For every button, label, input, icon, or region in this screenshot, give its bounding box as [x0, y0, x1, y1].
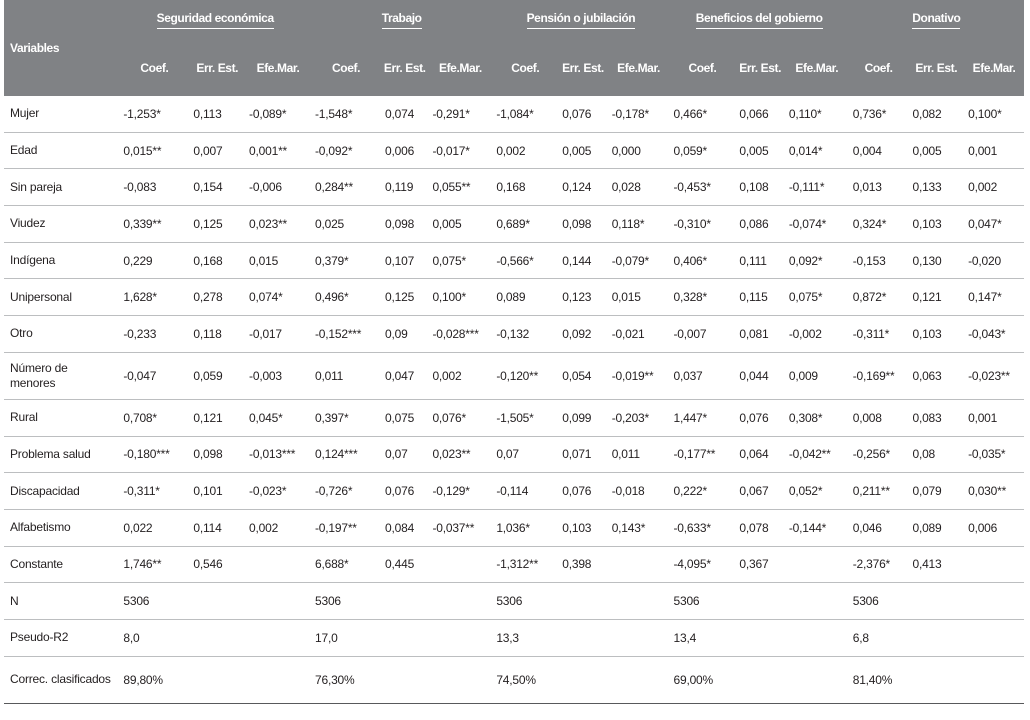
subheader-cell: Efe.Mar.: [245, 40, 311, 96]
table-cell: 0,076: [381, 473, 428, 510]
table-cell: -0,132: [492, 316, 558, 353]
table-cell: 0,076: [735, 399, 784, 436]
table-cell: 0,025: [311, 206, 381, 243]
table-cell: -0,129*: [428, 473, 492, 510]
table-cell: -1,084*: [492, 96, 558, 132]
table-cell: 0,002: [964, 169, 1024, 206]
table-cell: 0,100*: [428, 279, 492, 316]
table-cell: 1,746**: [119, 546, 189, 583]
table-cell: -0,177**: [670, 436, 736, 473]
table-cell: -0,042**: [785, 436, 849, 473]
table-cell: -0,144*: [785, 509, 849, 546]
subheader-cell: Coef.: [670, 40, 736, 96]
table-cell: -0,256*: [849, 436, 909, 473]
table-cell: 0,379*: [311, 242, 381, 279]
table-cell: 0,124***: [311, 436, 381, 473]
header-sub-row: [4, 40, 1024, 96]
table-cell: 0,059*: [670, 132, 736, 169]
row-label: Viudez: [4, 206, 119, 243]
table-cell: 0,103: [558, 509, 607, 546]
table-cell: -0,311*: [849, 316, 909, 353]
table-cell: 0,089: [492, 279, 558, 316]
subheader-cell: Coef.: [849, 40, 909, 96]
table-cell: -0,169**: [849, 352, 909, 399]
table-cell: 0,367: [735, 546, 784, 583]
table-cell: [558, 619, 607, 656]
table-cell: 0,099: [558, 399, 607, 436]
table-row: [4, 242, 1024, 279]
subheader-cell: Coef.: [119, 40, 189, 96]
table-cell: 0,000: [608, 132, 670, 169]
table-cell: 1,447*: [670, 399, 736, 436]
table-cell: [428, 656, 492, 703]
table-cell: 0,168: [189, 242, 245, 279]
table-cell: 0,059: [189, 352, 245, 399]
table-cell: [381, 656, 428, 703]
table-cell: -0,037**: [428, 509, 492, 546]
table-cell: 0,098: [381, 206, 428, 243]
subheader-cell: Err. Est.: [908, 40, 964, 96]
table-cell: 0,328*: [670, 279, 736, 316]
table-cell: -0,020: [964, 242, 1024, 279]
table-cell: 0,071: [558, 436, 607, 473]
table-cell: -0,311*: [119, 473, 189, 510]
table-cell: 81,40%: [849, 656, 909, 703]
table-cell: 0,083: [908, 399, 964, 436]
table-cell: 0,211**: [849, 473, 909, 510]
table-cell: 0,089: [908, 509, 964, 546]
table-cell: 5306: [492, 583, 558, 620]
table-cell: -0,083: [119, 169, 189, 206]
table-cell: 76,30%: [311, 656, 381, 703]
table-cell: 0,118: [189, 316, 245, 353]
table-row: [4, 132, 1024, 169]
subheader-cell: Efe.Mar.: [608, 40, 670, 96]
table-cell: 0,119: [381, 169, 428, 206]
table-cell: 0,078: [735, 509, 784, 546]
table-cell: [735, 619, 784, 656]
table-cell: 0,092: [558, 316, 607, 353]
table-cell: 0,143*: [608, 509, 670, 546]
subheader-cell: Coef.: [492, 40, 558, 96]
table-cell: 0,339**: [119, 206, 189, 243]
row-label: Pseudo-R2: [4, 619, 119, 656]
group-header-beneficios: Beneficios del gobierno: [670, 0, 849, 40]
subheader-cell: Err. Est.: [381, 40, 428, 96]
table-cell: -1,548*: [311, 96, 381, 132]
group-header-trabajo: Trabajo: [311, 0, 492, 40]
table-cell: 0,002: [492, 132, 558, 169]
table-cell: 0,121: [189, 399, 245, 436]
row-label: Mujer: [4, 96, 119, 132]
table-cell: [245, 583, 311, 620]
table-cell: -4,095*: [670, 546, 736, 583]
table-cell: 0,107: [381, 242, 428, 279]
table-cell: 0,103: [908, 206, 964, 243]
table-cell: 0,154: [189, 169, 245, 206]
table-cell: 0,074*: [245, 279, 311, 316]
table-cell: -0,035*: [964, 436, 1024, 473]
table-cell: 5306: [849, 583, 909, 620]
header-group-row: [4, 0, 1024, 40]
table-cell: 0,168: [492, 169, 558, 206]
table-cell: 0,002: [428, 352, 492, 399]
table-cell: 0,108: [735, 169, 784, 206]
table-cell: [189, 619, 245, 656]
table-cell: -0,726*: [311, 473, 381, 510]
table-cell: 0,047*: [964, 206, 1024, 243]
table-row: [4, 399, 1024, 436]
table-cell: [608, 546, 670, 583]
table-cell: 0,023**: [428, 436, 492, 473]
table-cell: -0,111*: [785, 169, 849, 206]
table-cell: -0,310*: [670, 206, 736, 243]
table-cell: -0,120**: [492, 352, 558, 399]
table-cell: 0,052*: [785, 473, 849, 510]
table-cell: 0,054: [558, 352, 607, 399]
table-cell: 0,013: [849, 169, 909, 206]
table-cell: 0,014*: [785, 132, 849, 169]
table-cell: 0,406*: [670, 242, 736, 279]
row-label: N: [4, 583, 119, 620]
table-cell: -0,002: [785, 316, 849, 353]
table-row: [4, 352, 1024, 399]
table-cell: -0,453*: [670, 169, 736, 206]
table-cell: -0,092*: [311, 132, 381, 169]
row-label: Edad: [4, 132, 119, 169]
table-cell: [908, 656, 964, 703]
table-cell: 0,081: [735, 316, 784, 353]
table-cell: 0,015: [608, 279, 670, 316]
table-row: [4, 546, 1024, 583]
table-cell: 0,075: [381, 399, 428, 436]
table-cell: -0,074*: [785, 206, 849, 243]
table-cell: -1,505*: [492, 399, 558, 436]
table-cell: 0,044: [735, 352, 784, 399]
subheader-cell: Coef.: [311, 40, 381, 96]
table-cell: 0,064: [735, 436, 784, 473]
table-cell: [428, 583, 492, 620]
table-cell: [428, 546, 492, 583]
table-cell: [608, 656, 670, 703]
table-cell: 0,008: [849, 399, 909, 436]
group-header-pension: Pensión o jubilación: [492, 0, 669, 40]
table-cell: 0,066: [735, 96, 784, 132]
table-cell: 0,028: [608, 169, 670, 206]
table-row: [4, 656, 1024, 703]
table-cell: 0,074: [381, 96, 428, 132]
table-cell: [964, 583, 1024, 620]
table-cell: 13,3: [492, 619, 558, 656]
table-cell: 0,100*: [964, 96, 1024, 132]
table-cell: [735, 583, 784, 620]
row-label: Constante: [4, 546, 119, 583]
table-cell: 6,688*: [311, 546, 381, 583]
table-cell: 0,006: [964, 509, 1024, 546]
table-cell: 0,011: [608, 436, 670, 473]
table-cell: [608, 619, 670, 656]
table-cell: [381, 583, 428, 620]
table-cell: [785, 583, 849, 620]
table-cell: 69,00%: [670, 656, 736, 703]
table-cell: -1,312**: [492, 546, 558, 583]
table-cell: 0,015: [245, 242, 311, 279]
table-cell: -0,566*: [492, 242, 558, 279]
table-cell: -0,021: [608, 316, 670, 353]
table-cell: 0,07: [492, 436, 558, 473]
table-cell: [608, 583, 670, 620]
table-row: [4, 473, 1024, 510]
table-cell: [558, 656, 607, 703]
table-cell: 0,005: [558, 132, 607, 169]
table-cell: 0,092*: [785, 242, 849, 279]
table-cell: 0,002: [245, 509, 311, 546]
table-cell: 0,708*: [119, 399, 189, 436]
table-cell: 0,022: [119, 509, 189, 546]
table-cell: 0,001: [964, 399, 1024, 436]
table-cell: 6,8: [849, 619, 909, 656]
table-cell: 0,001: [964, 132, 1024, 169]
table-row: [4, 279, 1024, 316]
table-cell: 0,144: [558, 242, 607, 279]
table-cell: 0,125: [189, 206, 245, 243]
table-cell: 0,07: [381, 436, 428, 473]
table-cell: 0,063: [908, 352, 964, 399]
table-cell: 0,007: [189, 132, 245, 169]
table-cell: 0,076: [558, 96, 607, 132]
table-row: [4, 206, 1024, 243]
table-cell: 0,466*: [670, 96, 736, 132]
table-cell: 0,101: [189, 473, 245, 510]
row-label: Alfabetismo: [4, 509, 119, 546]
table-cell: 17,0: [311, 619, 381, 656]
table-cell: 8,0: [119, 619, 189, 656]
table-row: [4, 96, 1024, 132]
table-cell: 89,80%: [119, 656, 189, 703]
table-cell: -0,633*: [670, 509, 736, 546]
table-cell: 0,046: [849, 509, 909, 546]
table-cell: [735, 656, 784, 703]
table-cell: 0,023**: [245, 206, 311, 243]
table-cell: -1,253*: [119, 96, 189, 132]
table-cell: 0,114: [189, 509, 245, 546]
table-cell: -0,043*: [964, 316, 1024, 353]
table-cell: 0,09: [381, 316, 428, 353]
row-label: Indígena: [4, 242, 119, 279]
subheader-cell: Err. Est.: [735, 40, 784, 96]
table-cell: 0,075*: [785, 279, 849, 316]
variables-header: Variables: [4, 0, 119, 96]
table-cell: -0,023**: [964, 352, 1024, 399]
table-cell: 0,098: [558, 206, 607, 243]
table-cell: 0,009: [785, 352, 849, 399]
table-cell: 0,076: [558, 473, 607, 510]
table-cell: 0,872*: [849, 279, 909, 316]
row-label: Rural: [4, 399, 119, 436]
table-cell: 0,124: [558, 169, 607, 206]
subheader-cell: Efe.Mar.: [964, 40, 1024, 96]
table-cell: [964, 619, 1024, 656]
table-row: [4, 583, 1024, 620]
table-cell: 0,004: [849, 132, 909, 169]
table-cell: 0,005: [908, 132, 964, 169]
table-cell: 0,098: [189, 436, 245, 473]
table-cell: 0,084: [381, 509, 428, 546]
table-cell: 0,005: [428, 206, 492, 243]
table-cell: -0,028***: [428, 316, 492, 353]
table-cell: [245, 656, 311, 703]
table-cell: [558, 583, 607, 620]
table-cell: 0,147*: [964, 279, 1024, 316]
table-cell: -0,153: [849, 242, 909, 279]
table-cell: 0,324*: [849, 206, 909, 243]
table-cell: 0,130: [908, 242, 964, 279]
table-cell: 0,079: [908, 473, 964, 510]
table-row: [4, 436, 1024, 473]
subheader-cell: Efe.Mar.: [785, 40, 849, 96]
table-cell: -0,203*: [608, 399, 670, 436]
table-cell: 0,546: [189, 546, 245, 583]
table-cell: 0,222*: [670, 473, 736, 510]
table-cell: [189, 583, 245, 620]
table-cell: -0,180***: [119, 436, 189, 473]
table-cell: [964, 656, 1024, 703]
table-cell: 0,006: [381, 132, 428, 169]
table-cell: 0,445: [381, 546, 428, 583]
table-cell: [245, 619, 311, 656]
table-cell: -2,376*: [849, 546, 909, 583]
table-cell: 0,229: [119, 242, 189, 279]
table-cell: 0,118*: [608, 206, 670, 243]
table-cell: 0,001**: [245, 132, 311, 169]
table-row: [4, 509, 1024, 546]
table-cell: 13,4: [670, 619, 736, 656]
table-cell: -0,178*: [608, 96, 670, 132]
table-cell: 5306: [119, 583, 189, 620]
table-cell: [245, 546, 311, 583]
table-cell: 0,045*: [245, 399, 311, 436]
table-cell: 0,082: [908, 96, 964, 132]
table-cell: -0,089*: [245, 96, 311, 132]
group-header-donativo: Donativo: [849, 0, 1024, 40]
subheader-cell: Err. Est.: [189, 40, 245, 96]
table-cell: [381, 619, 428, 656]
table-cell: 0,496*: [311, 279, 381, 316]
table-cell: -0,152***: [311, 316, 381, 353]
table-body: [4, 96, 1024, 703]
table-cell: 0,133: [908, 169, 964, 206]
table-cell: [785, 656, 849, 703]
table-cell: 0,115: [735, 279, 784, 316]
table-cell: 0,113: [189, 96, 245, 132]
table-cell: 0,413: [908, 546, 964, 583]
table-cell: 5306: [311, 583, 381, 620]
table-cell: 0,037: [670, 352, 736, 399]
table-cell: -0,006: [245, 169, 311, 206]
table-cell: 0,075*: [428, 242, 492, 279]
table-cell: 0,398: [558, 546, 607, 583]
table-cell: 0,123: [558, 279, 607, 316]
row-label: Unipersonal: [4, 279, 119, 316]
table-cell: -0,018: [608, 473, 670, 510]
row-label: Sin pareja: [4, 169, 119, 206]
table-cell: [908, 619, 964, 656]
table-cell: 0,110*: [785, 96, 849, 132]
table-cell: 0,125: [381, 279, 428, 316]
table-cell: [428, 619, 492, 656]
table-cell: -0,017*: [428, 132, 492, 169]
table-cell: -0,291*: [428, 96, 492, 132]
table-cell: 0,086: [735, 206, 784, 243]
table-cell: 0,397*: [311, 399, 381, 436]
table-cell: 0,284**: [311, 169, 381, 206]
table-cell: 0,736*: [849, 96, 909, 132]
table-cell: [785, 546, 849, 583]
row-label: Otro: [4, 316, 119, 353]
table-cell: 0,278: [189, 279, 245, 316]
row-label: Número de menores: [4, 352, 119, 399]
table-cell: 5306: [670, 583, 736, 620]
table-cell: 0,689*: [492, 206, 558, 243]
table-cell: [908, 583, 964, 620]
table-cell: 74,50%: [492, 656, 558, 703]
table-cell: -0,233: [119, 316, 189, 353]
table-cell: -0,114: [492, 473, 558, 510]
table-cell: 0,055**: [428, 169, 492, 206]
row-label: Problema salud: [4, 436, 119, 473]
table-cell: -0,023*: [245, 473, 311, 510]
table-cell: 0,121: [908, 279, 964, 316]
table-cell: -0,003: [245, 352, 311, 399]
table-cell: [964, 546, 1024, 583]
table-cell: 0,308*: [785, 399, 849, 436]
table-cell: -0,013***: [245, 436, 311, 473]
table-row: [4, 169, 1024, 206]
table-cell: 0,005: [735, 132, 784, 169]
table-row: [4, 316, 1024, 353]
row-label: Discapacidad: [4, 473, 119, 510]
table-cell: 1,628*: [119, 279, 189, 316]
table-cell: -0,007: [670, 316, 736, 353]
table-cell: -0,079*: [608, 242, 670, 279]
table-cell: -0,017: [245, 316, 311, 353]
table-cell: 0,030**: [964, 473, 1024, 510]
subheader-cell: Err. Est.: [558, 40, 607, 96]
regression-table: [4, 0, 1024, 704]
table-cell: 0,08: [908, 436, 964, 473]
row-label: Correc. clasificados: [4, 656, 119, 703]
table-cell: 0,111: [735, 242, 784, 279]
table-cell: 0,067: [735, 473, 784, 510]
table-cell: [785, 619, 849, 656]
subheader-cell: Efe.Mar.: [428, 40, 492, 96]
table-cell: [189, 656, 245, 703]
table-row: [4, 619, 1024, 656]
table-cell: -0,047: [119, 352, 189, 399]
table-cell: 0,103: [908, 316, 964, 353]
table-cell: -0,197**: [311, 509, 381, 546]
group-header-seguridad: Seguridad económica: [119, 0, 311, 40]
table-cell: -0,019**: [608, 352, 670, 399]
table-cell: 1,036*: [492, 509, 558, 546]
table-cell: 0,015**: [119, 132, 189, 169]
table-cell: 0,011: [311, 352, 381, 399]
table-cell: 0,076*: [428, 399, 492, 436]
table-cell: 0,047: [381, 352, 428, 399]
